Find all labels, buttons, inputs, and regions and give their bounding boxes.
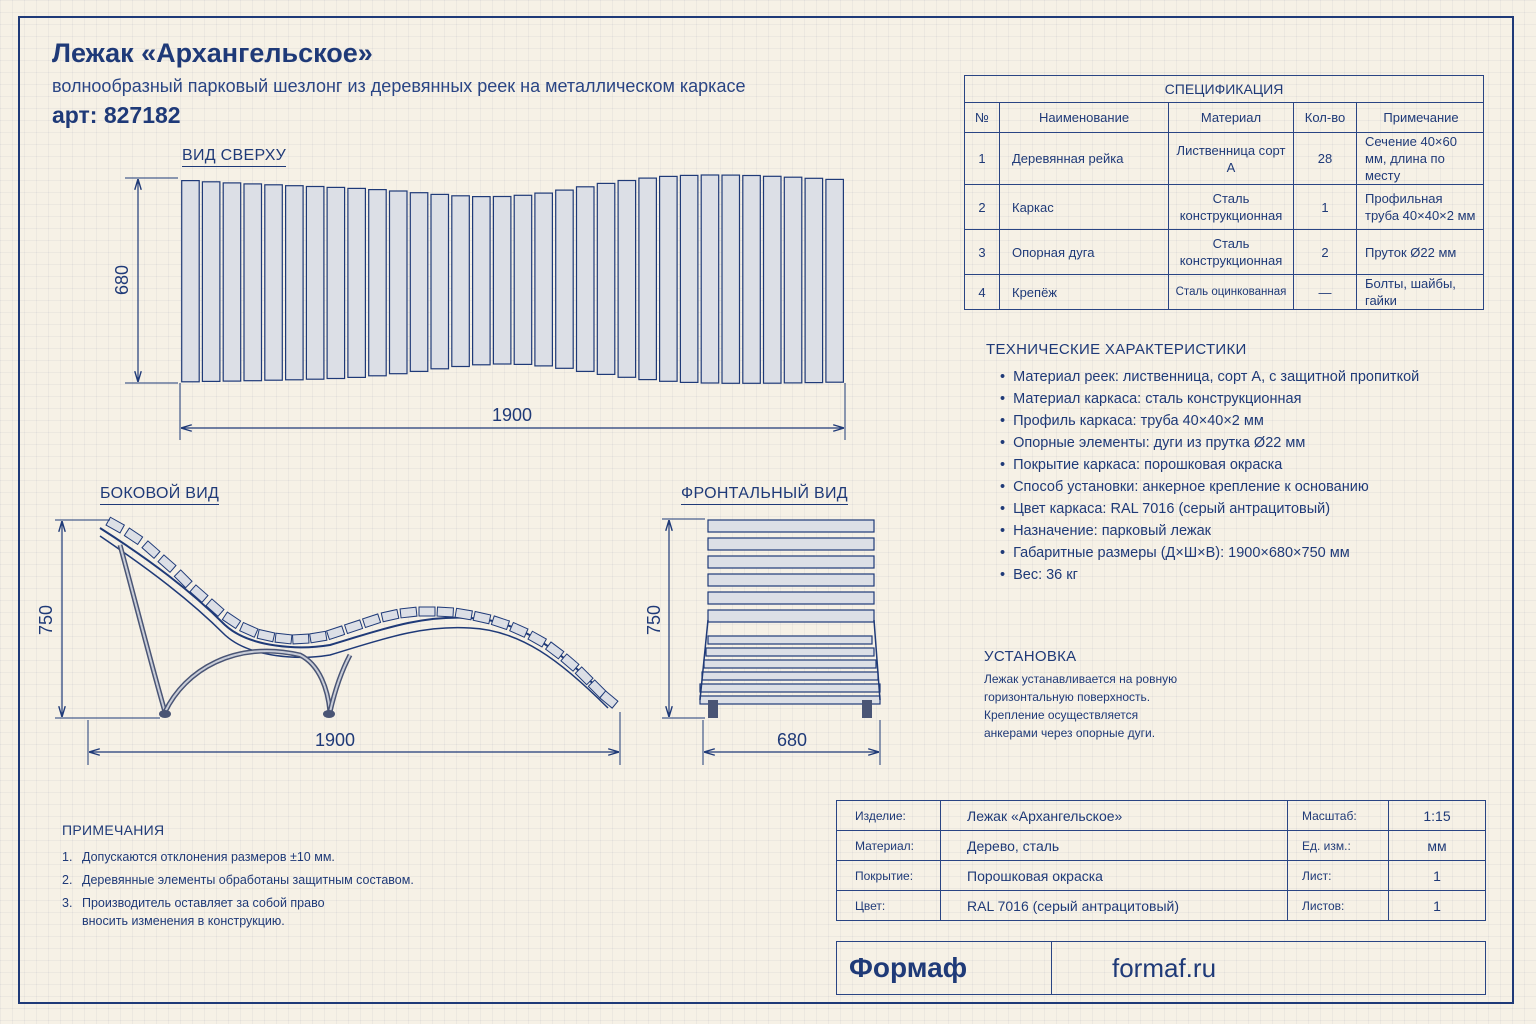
top-slat [577, 187, 595, 372]
spec-header-qty: Кол-во [1294, 103, 1357, 133]
front-seat-slat [700, 684, 880, 692]
page-subtitle: волнообразный парковый шезлонг из деревянных реек на металлическом каркасе [52, 76, 746, 96]
brand-website[interactable]: formaf.ru [1112, 952, 1217, 983]
top-slat [348, 188, 366, 377]
note-num: 1. [62, 850, 73, 864]
top-slat [410, 193, 428, 372]
side-slat [528, 631, 546, 647]
tech-item: • Материал каркаса: сталь конструкционная [1000, 388, 1419, 410]
top-slat [223, 183, 241, 381]
spec-row-name: Деревянная рейка [1000, 133, 1169, 185]
top-height-dimension: 680 [112, 264, 132, 296]
spec-row-num: 2 [965, 185, 1000, 230]
title-block-value: Лежак «Архангельское» [941, 801, 1288, 831]
install-line: Крепление осуществляется [984, 708, 1139, 722]
side-frame-rail [100, 528, 610, 700]
spec-header-note: Примечание [1357, 103, 1484, 133]
side-support-arc [165, 651, 330, 712]
spec-row-qty: 1 [1294, 185, 1357, 230]
side-slat [491, 616, 509, 630]
top-slat [493, 197, 511, 365]
title-block-value: Порошковая окраска [941, 861, 1288, 891]
note-num: 2. [62, 873, 73, 887]
spec-row-material: Лиственница сорт А [1169, 133, 1294, 185]
side-slat [327, 626, 345, 640]
side-slat [400, 607, 417, 618]
top-slat [805, 178, 823, 382]
spec-row-note: Профильная труба 40×40×2 мм [1357, 185, 1484, 230]
side-slat [419, 607, 435, 616]
side-slat [174, 570, 192, 588]
front-seat-slat [702, 672, 878, 680]
front-back-slat [708, 556, 874, 568]
spec-row [965, 133, 1484, 185]
top-width-dimension: 1900 [491, 405, 533, 425]
top-view-label: ВИД СВЕРХУ [182, 147, 286, 167]
front-view-label: ФРОНТАЛЬНЫЙ ВИД [681, 485, 848, 505]
technical-drawings [0, 0, 960, 800]
title-block-label: Масштаб: [1288, 801, 1389, 831]
side-slat [310, 631, 327, 643]
spec-row-note: Сечение 40×60 мм, длина по месту [1357, 133, 1484, 185]
tech-item: • Профиль каркаса: труба 40×40×2 мм [1000, 410, 1419, 432]
brand-logo: Формаф [837, 942, 1052, 994]
spec-row-name: Каркас [1000, 185, 1169, 230]
side-slat [124, 528, 142, 544]
front-seat-slat [704, 660, 876, 668]
side-view [36, 517, 620, 765]
spec-row [965, 230, 1484, 275]
top-slat [556, 190, 574, 368]
notes-list [62, 848, 462, 935]
top-slat [431, 194, 449, 368]
spec-row-num: 1 [965, 133, 1000, 185]
top-slat [701, 175, 719, 383]
top-slat [306, 187, 324, 380]
spec-row-material: Сталь конструкционная [1169, 230, 1294, 275]
spec-row-num: 3 [965, 230, 1000, 275]
spec-row-qty: 2 [1294, 230, 1357, 275]
top-slat [390, 191, 408, 374]
title-block-label: Ед. изм.: [1288, 831, 1389, 861]
install-line: анкерами через опорные дуги. [984, 726, 1156, 740]
title-block-row [837, 801, 1486, 831]
title-block-row [837, 861, 1486, 891]
article-number: арт: 827182 [52, 102, 181, 128]
top-slat [639, 178, 657, 380]
spec-row [965, 275, 1484, 310]
title-block-value: 1 [1389, 891, 1486, 921]
install-title: УСТАНОВКА [984, 648, 1077, 665]
top-slat [369, 190, 387, 376]
title-block-row [837, 831, 1486, 861]
top-slat [286, 186, 304, 380]
front-back-slat [708, 520, 874, 532]
side-foot-front [323, 710, 335, 718]
top-view-slats [182, 175, 844, 383]
title-block [836, 800, 1486, 921]
spec-header-material: Материал [1169, 103, 1294, 133]
install-line: горизонтальную поверхность. [984, 690, 1151, 704]
front-seat-slat [708, 636, 872, 644]
install-text [984, 670, 1244, 742]
top-slat [182, 181, 200, 382]
front-seat-slat [706, 648, 874, 656]
front-leg-left [708, 700, 718, 718]
side-view-label: БОКОВОЙ ВИД [100, 485, 219, 505]
side-slat [257, 629, 275, 641]
spec-row-note: Болты, шайбы, гайки [1357, 275, 1484, 310]
top-slat [618, 181, 636, 378]
front-back-slat [708, 574, 874, 586]
top-slat [660, 176, 678, 381]
top-slat [826, 179, 844, 382]
notes-title: ПРИМЕЧАНИЯ [62, 822, 165, 838]
title-block-label: Цвет: [837, 891, 941, 921]
top-slat [597, 183, 615, 374]
side-slat [345, 620, 363, 634]
side-slat [240, 623, 258, 638]
spec-row-name: Крепёж [1000, 275, 1169, 310]
tech-item: • Материал реек: лиственница, сорт А, с защитной пропиткой [1000, 366, 1419, 388]
side-slat [510, 623, 528, 638]
top-view [112, 175, 845, 440]
title-block-label: Изделие: [837, 801, 941, 831]
tech-item: • Габаритные размеры (Д×Ш×В): 1900×680×750 мм [1000, 542, 1419, 564]
spec-row-name: Опорная дуга [1000, 230, 1169, 275]
spec-row-material: Сталь оцинкованная [1169, 275, 1294, 310]
tech-title: ТЕХНИЧЕСКИЕ ХАРАКТЕРИСТИКИ [986, 341, 1247, 358]
top-slat [473, 197, 491, 365]
front-width-dimension: 680 [776, 730, 808, 750]
top-slat [514, 195, 532, 364]
spec-row-num: 4 [965, 275, 1000, 310]
spec-header-num: № [965, 103, 1000, 133]
tech-item: • Назначение: парковый лежак [1000, 520, 1419, 542]
side-slat [190, 585, 208, 602]
front-leg-right [862, 700, 872, 718]
side-slat [473, 611, 491, 623]
note-item [62, 871, 462, 889]
side-slat [437, 607, 453, 617]
title-block-label: Материал: [837, 831, 941, 861]
tech-list [1000, 366, 1419, 586]
tech-item: • Цвет каркаса: RAL 7016 (серый антрацитовый) [1000, 498, 1419, 520]
note-item [62, 894, 462, 930]
front-back-slat [708, 610, 874, 622]
front-back-slat [708, 538, 874, 550]
title-block-label: Покрытие: [837, 861, 941, 891]
top-slat [764, 176, 782, 383]
front-view [644, 519, 880, 765]
note-num: 3. [62, 896, 73, 910]
top-slat [743, 176, 761, 384]
spec-header-name: Наименование [1000, 103, 1169, 133]
spec-row-note: Пруток Ø22 мм [1357, 230, 1484, 275]
top-slat [265, 185, 283, 380]
title-block-value: Дерево, сталь [941, 831, 1288, 861]
note-text: Допускаются отклонения размеров ±10 мм. [82, 850, 335, 864]
top-slat [722, 175, 740, 383]
side-slat [142, 541, 160, 558]
spec-row-material: Сталь конструкционная [1169, 185, 1294, 230]
top-slat [452, 196, 470, 367]
title-block-label: Лист: [1288, 861, 1389, 891]
spec-row-qty: — [1294, 275, 1357, 310]
side-view-slats [106, 517, 618, 708]
tech-item: • Покрытие каркаса: порошковая окраска [1000, 454, 1419, 476]
front-view-slats [700, 520, 880, 704]
top-slat [202, 182, 220, 382]
side-width-dimension: 1900 [314, 730, 356, 750]
spec-row-qty: 28 [1294, 133, 1357, 185]
side-foot-rear [159, 710, 171, 718]
top-slat [327, 187, 345, 378]
side-height-dimension: 750 [36, 604, 56, 636]
spec-row [965, 185, 1484, 230]
title-block-value: 1:15 [1389, 801, 1486, 831]
page-title: Лежак «Архангельское» [52, 38, 373, 68]
tech-item: • Опорные элементы: дуги из прутка Ø22 мм [1000, 432, 1419, 454]
note-item [62, 848, 462, 866]
install-line: Лежак устанавливается на ровную [984, 672, 1178, 686]
title-block-row [837, 891, 1486, 921]
top-slat [535, 193, 553, 366]
title-block-value: 1 [1389, 861, 1486, 891]
tech-item: • Способ установки: анкерное крепление к основанию [1000, 476, 1419, 498]
side-slat [381, 609, 399, 621]
note-text: Деревянные элементы обработаны защитным составом. [82, 873, 414, 887]
spec-title: СПЕЦИФИКАЦИЯ [965, 76, 1484, 103]
spec-table [964, 75, 1484, 310]
front-height-dimension: 750 [644, 604, 664, 636]
top-slat [680, 175, 698, 382]
side-slat [275, 633, 292, 644]
top-slat [784, 177, 802, 383]
front-back-slat [708, 592, 874, 604]
side-slat [293, 634, 309, 644]
side-slat [455, 608, 472, 620]
note-text: Производитель оставляет за собой право вносить изменения в конструкцию. [82, 896, 325, 928]
tech-item: • Вес: 36 кг [1000, 564, 1419, 586]
side-slat [363, 614, 381, 628]
title-block-value: RAL 7016 (серый антрацитовый) [941, 891, 1288, 921]
brand-block [836, 941, 1486, 995]
side-slat [206, 599, 224, 616]
title-block-value: мм [1389, 831, 1486, 861]
title-block-label: Листов: [1288, 891, 1389, 921]
top-slat [244, 184, 262, 381]
front-seat-slat [700, 696, 880, 704]
